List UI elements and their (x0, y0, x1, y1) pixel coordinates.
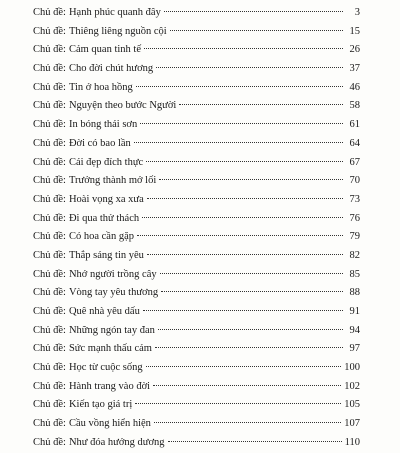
entry-page-number: 88 (349, 287, 360, 299)
entry-title: Hạnh phúc quanh đây (68, 7, 161, 18)
entry-page-number: 58 (349, 100, 360, 112)
entry-label: Chủ đề: (33, 81, 66, 93)
entry-label: Chủ đề: (33, 137, 66, 149)
dot-leader (179, 104, 343, 105)
entry-title: Kiến tạo giá trị (68, 399, 133, 411)
entry-page-number: 85 (349, 268, 360, 280)
dot-leader (161, 291, 343, 292)
toc-entry (33, 135, 360, 154)
entry-label: Chủ đề: (33, 249, 66, 261)
entry-page-number: 73 (349, 193, 360, 205)
entry-label: Chủ đề: (33, 399, 66, 411)
dot-leader (143, 310, 343, 311)
toc-entry (33, 97, 360, 116)
dot-leader (168, 441, 342, 442)
entry-page-number: 67 (349, 156, 360, 168)
entry-page-number: 15 (349, 25, 360, 37)
entry-title: Quê nhà yêu dấu (68, 306, 140, 317)
dot-leader (147, 198, 343, 199)
dot-leader (160, 273, 343, 274)
toc-entry (33, 396, 360, 415)
entry-page-number: 79 (349, 231, 360, 243)
entry-title: Những ngón tay đan (68, 324, 155, 336)
entry-label: Chủ đề: (33, 343, 66, 355)
entry-page-number: 110 (344, 436, 360, 448)
entry-page-number: 26 (349, 44, 360, 56)
entry-label: Chủ đề: (33, 25, 66, 37)
dot-leader (159, 179, 343, 180)
toc-entry (33, 210, 360, 229)
entry-page-number: 100 (344, 362, 360, 374)
toc-entry (33, 116, 360, 135)
toc-entry (33, 172, 360, 191)
toc-entry (33, 303, 360, 322)
toc-entry (33, 154, 360, 173)
toc-entry (33, 79, 360, 98)
entry-page-number: 61 (349, 119, 360, 131)
entry-label: Chủ đề: (33, 380, 66, 392)
toc-entry (33, 191, 360, 210)
entry-label: Chủ đề: (33, 324, 66, 336)
entry-title: Cái đẹp đích thực (68, 156, 144, 168)
toc-entry (33, 266, 360, 285)
entry-label: Chủ đề: (33, 44, 66, 56)
entry-label: Chủ đề: (33, 418, 66, 430)
toc-entry (33, 247, 360, 266)
entry-label: Chủ đề: (33, 212, 66, 224)
entry-page-number: 91 (349, 306, 360, 317)
entry-label: Chủ đề: (33, 119, 66, 131)
toc-entry (33, 23, 360, 42)
entry-page-number: 102 (344, 380, 360, 392)
toc-entry (33, 340, 360, 359)
entry-title: Cầu vồng hiển hiện (68, 418, 151, 430)
entry-title: Học từ cuộc sống (68, 362, 143, 374)
dot-leader (153, 385, 341, 386)
entry-label: Chủ đề: (33, 287, 66, 299)
toc-entry (33, 41, 360, 60)
dot-leader (137, 235, 343, 236)
entry-label: Chủ đề: (33, 231, 66, 243)
dot-leader (142, 217, 343, 218)
entry-title: Cảm quan tinh tế (68, 44, 141, 56)
entry-page-number: 70 (349, 175, 360, 187)
dot-leader (144, 48, 343, 49)
dot-leader (135, 403, 341, 404)
entry-label: Chủ đề: (33, 362, 66, 374)
dot-leader (155, 347, 343, 348)
entry-title: Vòng tay yêu thương (68, 287, 159, 299)
entry-label: Chủ đề: (33, 156, 66, 168)
table-of-contents (33, 4, 360, 453)
entry-label: Chủ đề: (33, 175, 66, 187)
entry-label: Chủ đề: (33, 63, 66, 75)
dot-leader (134, 142, 343, 143)
entry-title: In bóng thái sơn (68, 119, 138, 131)
entry-label: Chủ đề: (33, 100, 66, 112)
entry-label: Chủ đề: (33, 268, 66, 280)
entry-title: Nguyện theo bước Người (68, 100, 177, 112)
dot-leader (154, 422, 341, 423)
entry-title: Hành trang vào đời (68, 380, 151, 392)
toc-entry (33, 60, 360, 79)
toc-entry (33, 359, 360, 378)
entry-label: Chủ đề: (33, 436, 66, 448)
entry-title: Nhớ người trồng cây (68, 268, 157, 280)
toc-entry (33, 415, 360, 434)
dot-leader (136, 86, 343, 87)
entry-page-number: 97 (349, 343, 360, 355)
dot-leader (147, 254, 343, 255)
dot-leader (146, 366, 342, 367)
entry-label: Chủ đề: (33, 306, 66, 317)
dot-leader (164, 11, 343, 12)
entry-title: Tin ở hoa hồng (68, 81, 133, 93)
entry-label: Chủ đề: (33, 193, 66, 205)
toc-entry (33, 228, 360, 247)
entry-page-number: 107 (344, 418, 360, 430)
entry-title: Như đóa hướng dương (68, 436, 165, 448)
entry-title: Thiêng liêng nguồn cội (68, 25, 167, 37)
entry-page-number: 3 (354, 7, 360, 18)
entry-page-number: 76 (349, 212, 360, 224)
entry-page-number: 82 (349, 249, 360, 261)
dot-leader (140, 123, 343, 124)
toc-entry (33, 434, 360, 453)
entry-title: Hoài vọng xa xưa (68, 193, 144, 205)
toc-entry (33, 322, 360, 341)
entry-label: Chủ đề: (33, 7, 66, 18)
entry-page-number: 64 (349, 137, 360, 149)
toc-entry (33, 284, 360, 303)
dot-leader (146, 161, 343, 162)
entry-page-number: 46 (349, 81, 360, 93)
dot-leader (156, 67, 343, 68)
entry-title: Thắp sáng tin yêu (68, 249, 144, 261)
toc-entry (33, 378, 360, 397)
entry-title: Trưởng thành mở lối (68, 175, 157, 187)
toc-entry (33, 4, 360, 23)
dot-leader (170, 30, 343, 31)
entry-page-number: 94 (349, 324, 360, 336)
entry-page-number: 105 (344, 399, 360, 411)
entry-title: Đời có bao lần (68, 137, 131, 149)
entry-title: Đi qua thử thách (68, 212, 140, 224)
entry-page-number: 37 (349, 63, 360, 75)
entry-title: Cho đời chút hương (68, 63, 154, 75)
dot-leader (158, 329, 343, 330)
entry-title: Có hoa cần gặp (68, 231, 134, 243)
entry-title: Sức mạnh thấu cảm (68, 343, 152, 355)
